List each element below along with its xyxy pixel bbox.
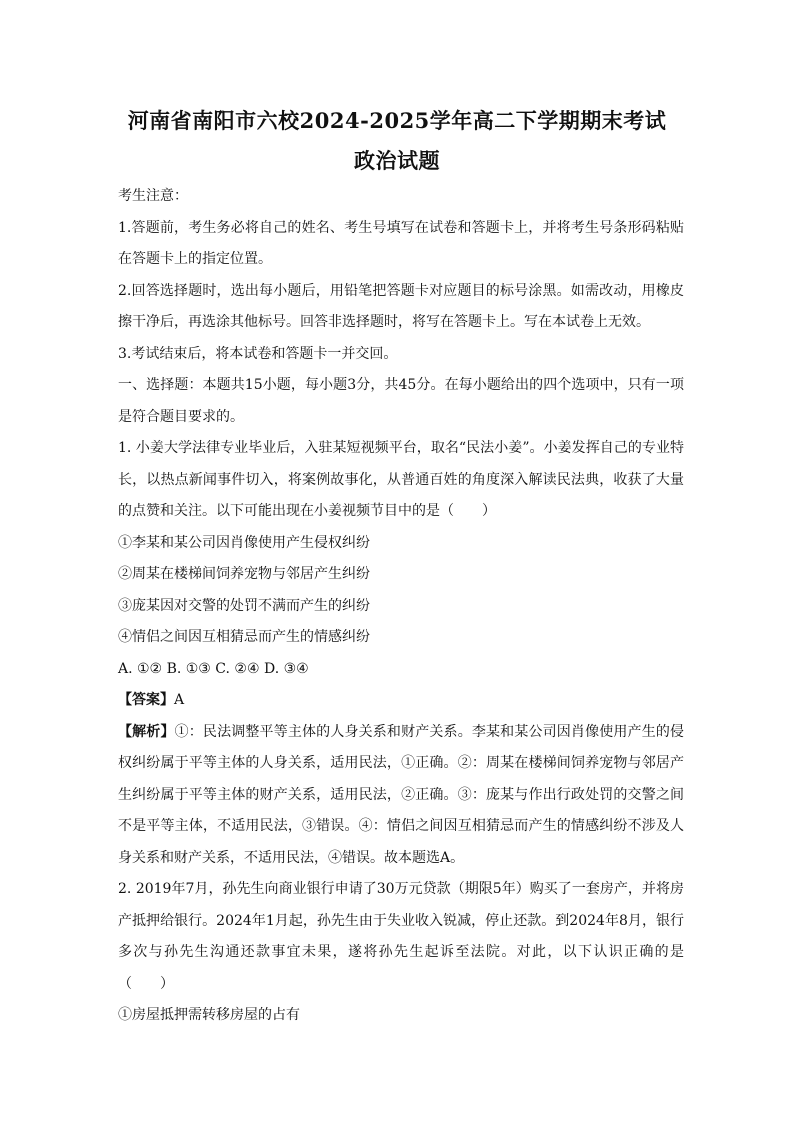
answer-tag: 【答案】 [118,692,174,708]
notice-heading: 考生注意： [118,188,188,204]
analysis-text: ①：民法调整平等主体的人身关系和财产关系。李某和某公司因肖像使用产生的侵权纠纷属于平等主体的人身关系，适用民法，①正确。②：周某在楼梯间饲养宠物与邻居产生纠纷属于平等主体的财产关系，适用民法，②正确。③：庞某与作出行政处罚的交警之间不是平等主体，不适用民法，③错误。④：情侣之间因互相猜忌而产生的情感纠纷不涉及人身关系和财产关系，不适用民法，④错误。故本题选A。 [118,723,685,866]
question-1-item-2: ②周某在楼梯间饲养宠物与邻居产生纠纷 [118,566,370,582]
section-header: 一、选择题：本题共15小题，每小题3分，共45分。在每小题给出的四个选项中，只有一项是符合题目要求的。 [118,377,684,425]
question-2-item-1: ①房屋抵押需转移房屋的占有 [118,1007,300,1023]
question-1-item-3: ③庞某因对交警的处罚不满而产生的纠纷 [118,597,370,614]
question-1-answer [118,685,684,717]
question-1-item-4: ④情侣之间因互相猜忌而产生的情感纠纷 [118,629,370,645]
answer-value: A [174,692,185,708]
notice-item-2: 2.回答选择题时，选出每小题后，用铅笔把答题卡对应题目的标号涂黑。如需改动，用橡皮擦干净后，再选涂其他标号。回答非选择题时，将写在答题卡上。写在本试卷上无效。 [118,282,684,330]
notice-item-3: 3.考试结束后，将本试卷和答题卡一并交回。 [118,345,398,362]
analysis-tag: 【解析】 [118,723,175,740]
exam-subtitle: 政治试题 [354,148,440,173]
question-2-stem: 2. 2019年7月，孙先生向商业银行申请了30万元贷款（期限5年）购买了一套房产，并将房产抵押给银行。2024年1月起，孙先生由于失业收入锐减，停止还款。到2024年8月，银行多次与孙先生沟通还款事宜未果，遂将孙先生起诉至法院。对此，以下认识正确的是（ ） [118,881,684,992]
question-1-item-1: ①李某和某公司因肖像使用产生侵权纠纷 [118,534,370,551]
question-1-analysis [118,717,684,875]
question-1-stem: 1. 小姜大学法律专业毕业后，入驻某短视频平台，取名“民法小姜”。小姜发挥自己的专业特长，以热点新闻事件切入，将案例故事化，从普通百姓的角度深入解读民法典，收获了大量的点赞和关注。以下可能出现在小姜视频节目中的是（ ） [118,440,684,519]
exam-title: 河南省南阳市六校2024-2025学年高二下学期期末考试 [127,108,667,133]
notice-item-1: 1.答题前，考生务必将自己的姓名、考生号填写在试卷和答题卡上，并将考生号条形码粘贴在答题卡上的指定位置。 [118,219,684,267]
exam-body [118,181,684,1032]
question-1-options: A. ①② B. ①③ C. ②④ D. ③④ [118,660,309,677]
